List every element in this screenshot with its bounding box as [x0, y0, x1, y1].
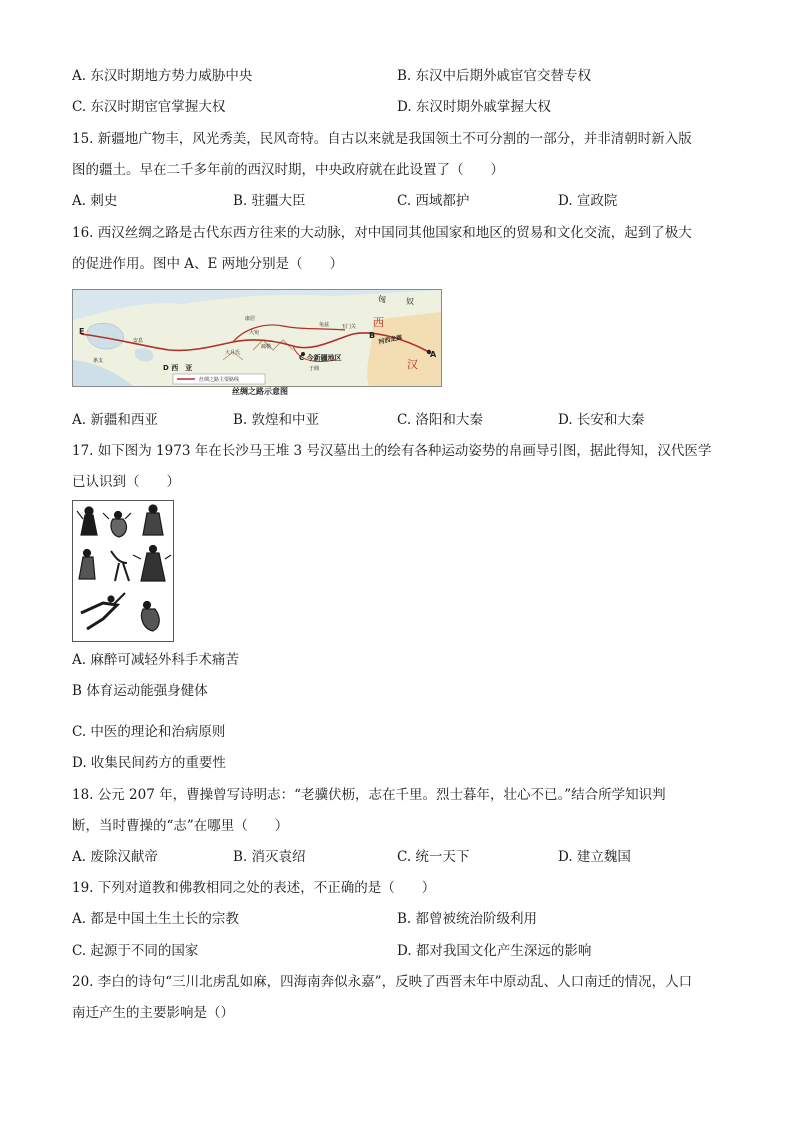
map-label-yutian: 于阗 [309, 366, 320, 372]
q18-option-a[interactable]: A. 废除汉献帝 [72, 849, 158, 865]
q18-option-d[interactable]: D. 建立魏国 [558, 849, 631, 865]
map-label-xi: 西 [373, 316, 384, 329]
map-label-anxi: 安息 [133, 338, 144, 344]
map-label-kangju: 康居 [245, 316, 256, 322]
map-label-c: C 今新疆地区 [299, 354, 342, 362]
map-label-b: B [369, 331, 376, 340]
map-label-han: 汉 [407, 358, 418, 371]
map-label-dayuan: 大宛 [249, 330, 260, 336]
q17-stem-line1: 17. 如下图为 1973 年在长沙马王堆 3 号汉墓出土的绘有各种运动姿势的帛画导引图，据此得知，汉代医学 [72, 443, 712, 459]
q16-option-b[interactable]: B. 敦煌和中亚 [233, 412, 320, 428]
q15-stem-line2: 图的疆土。早在二千多年前的西汉时期，中央政府就在此设置了（ ） [72, 162, 504, 178]
map-label-d: D 西 亚 [163, 364, 193, 372]
q19-stem: 19. 下列对道教和佛教相同之处的表述，不正确的是（ ） [72, 880, 436, 896]
q17-option-c[interactable]: C. 中医的理论和治病原则 [72, 724, 226, 740]
q15-option-d[interactable]: D. 宣政院 [558, 193, 618, 209]
exercise-figures-drawing [73, 501, 173, 641]
q15-option-b[interactable]: B. 驻疆大臣 [233, 193, 306, 209]
q19-option-d[interactable]: D. 都对我国文化产生深远的影响 [397, 943, 592, 959]
q14-option-d[interactable]: D. 东汉时期外戚掌握大权 [397, 99, 551, 115]
map-legend-label: 丝绸之路主要路线 [199, 377, 240, 383]
q18-stem-line1: 18. 公元 207 年，曹操曾写诗明志：“老骥伏枥，志在千里。烈士暮年，壮心不已。”结合所学知识判 [72, 787, 666, 803]
q20-stem-line2: 南迁产生的主要影响是（） [72, 1005, 234, 1021]
q17-option-d[interactable]: D. 收集民间药方的重要性 [72, 755, 226, 771]
q16-stem-line1: 16. 西汉丝绸之路是古代东西方往来的大动脉，对中国同其他国家和地区的贸易和文化交流，起到了极大 [72, 225, 692, 241]
q20-stem-line1: 20. 李白的诗句“三川北虏乱如麻，四海南奔似永嘉”，反映了西晋末年中原动乱、人口南迁的情况，人口 [72, 974, 693, 990]
q18-option-b[interactable]: B. 消灭袁绍 [233, 849, 306, 865]
map-label-shule: 疏勒 [261, 344, 272, 350]
map-label-xiongnu-2: 奴 [406, 297, 414, 306]
map-label-xiongnu-1: 匈 [378, 295, 386, 304]
daoyin-figure-image [72, 500, 174, 642]
q19-option-c[interactable]: C. 起源于不同的国家 [72, 943, 199, 959]
q16-option-d[interactable]: D. 长安和大秦 [558, 412, 645, 428]
map-label-tiaozhi: 条支 [93, 358, 104, 364]
map-label-hexi: 河西走廊 [377, 334, 403, 346]
q18-option-c[interactable]: C. 统一天下 [397, 849, 470, 865]
q15-option-c[interactable]: C. 西域都护 [397, 193, 470, 209]
silk-road-map [72, 289, 442, 387]
q17-option-b[interactable]: B 体育运动能强身健体 [72, 683, 208, 699]
q16-option-c[interactable]: C. 洛阳和大秦 [397, 412, 483, 428]
q19-option-b[interactable]: B. 都曾被统治阶级利用 [397, 911, 538, 927]
q16-option-a[interactable]: A. 新疆和西亚 [72, 412, 158, 428]
map-label-e: E [79, 327, 85, 336]
map-label-qiuci: 龟兹 [319, 322, 330, 328]
map-caption: 丝绸之路示意图 [232, 387, 288, 396]
q16-stem-line2: 的促进作用。图中 A、E 两地分别是（ ） [72, 256, 344, 272]
q14-option-b[interactable]: B. 东汉中后期外戚宦官交替专权 [397, 68, 592, 84]
q19-option-a[interactable]: A. 都是中国土生土长的宗教 [72, 911, 239, 927]
map-label-a: A [430, 350, 437, 359]
q14-option-a[interactable]: A. 东汉时期地方势力威胁中央 [72, 68, 253, 84]
q15-stem-line1: 15. 新疆地广物丰，风光秀美，民风奇特。自古以来就是我国领土不可分割的一部分，并非清朝时新入版 [72, 131, 692, 147]
q18-stem-line2: 断，当时曹操的“志”在哪里（ ） [72, 818, 289, 834]
silk-road-map-drawing [73, 290, 441, 386]
q14-option-c[interactable]: C. 东汉时期宦官掌握大权 [72, 99, 226, 115]
map-label-dayuezhi: 大月氏 [225, 350, 241, 356]
q17-option-a[interactable]: A. 麻醉可减轻外科手术痛苦 [72, 652, 239, 668]
q15-option-a[interactable]: A. 刺史 [72, 193, 118, 209]
q17-stem-line2: 已认识到（ ） [72, 474, 180, 490]
map-label-yumen: 玉门关 [341, 324, 357, 330]
